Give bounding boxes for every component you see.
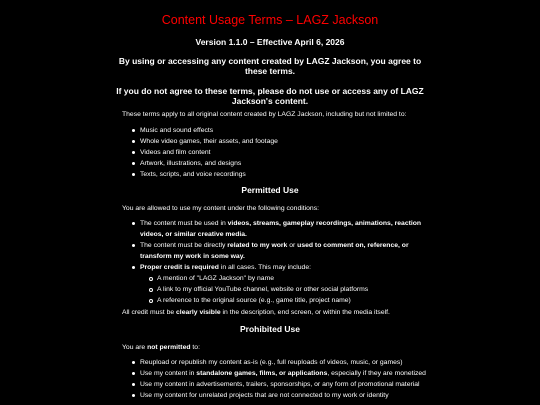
permitted-item-emphasis: Proper credit is required bbox=[140, 264, 219, 271]
list-item: Whole video games, their assets, and footage bbox=[131, 136, 427, 147]
list-item: Texts, scripts, and voice recordings bbox=[131, 169, 427, 180]
credit-visibility-note bbox=[122, 308, 422, 317]
list-item: A mention of "LAGZ Jackson" by name bbox=[148, 273, 427, 284]
page-title: Content Usage Terms – LAGZ Jackson bbox=[161, 13, 379, 27]
list-item: A link to my official YouTube channel, website or other social platforms bbox=[148, 284, 427, 295]
content-type-list bbox=[131, 125, 427, 180]
prohibited-heading: Prohibited Use bbox=[240, 324, 300, 334]
list-item: Reupload or republish my content as-is (e.g., full reuploads of videos, music, or games) bbox=[131, 357, 427, 368]
permitted-item-text: or bbox=[287, 242, 298, 249]
prohibited-list bbox=[131, 357, 427, 401]
permitted-item-emphasis: videos, streams, gameplay recordings, animations, reaction videos, or similar creative media. bbox=[140, 220, 422, 238]
prohibited-item-emphasis: standalone games, films, or applications bbox=[196, 370, 328, 377]
list-item: Use my content for unrelated projects that are not connected to my work or identity bbox=[131, 390, 427, 401]
permitted-item-text: in all cases. This may include: bbox=[218, 264, 312, 271]
list-item bbox=[131, 368, 427, 379]
scope-intro: These terms apply to all original content created by LAGZ Jackson, including but not limited to: bbox=[122, 111, 407, 118]
list-item: A reference to the original source (e.g., game title, project name) bbox=[148, 295, 427, 306]
intro-emphasis: not permitted bbox=[147, 344, 191, 351]
prohibited-item-text: Use my content in bbox=[140, 370, 197, 377]
permitted-intro: You are allowed to use my content under the following conditions: bbox=[122, 205, 319, 212]
credit-example-list bbox=[140, 273, 427, 306]
list-item: Music and sound effects bbox=[131, 125, 427, 136]
intro-text: You are bbox=[122, 344, 148, 351]
prohibited-intro bbox=[122, 343, 422, 352]
list-item bbox=[131, 262, 427, 306]
list-item: Videos and film content bbox=[131, 147, 427, 158]
intro-text: to: bbox=[190, 344, 200, 351]
agree-notice: By using or accessing any content created by LAGZ Jackson, you agree to these terms. bbox=[118, 56, 422, 76]
disagree-notice: If you do not agree to these terms, please do not use or access any of LAGZ Jackson's content. bbox=[116, 86, 424, 106]
permitted-list bbox=[131, 218, 427, 306]
list-item: Artwork, illustrations, and designs bbox=[131, 158, 427, 169]
permitted-item-emphasis: used to comment on, reference, or transform my work in some way. bbox=[140, 242, 409, 260]
permitted-heading: Permitted Use bbox=[241, 185, 299, 195]
permitted-item-text: The content must be directly bbox=[140, 242, 228, 249]
prohibited-item-text: , especially if they are monetized bbox=[327, 370, 426, 377]
note-emphasis: clearly visible bbox=[176, 309, 221, 316]
list-item bbox=[131, 240, 427, 262]
permitted-item-text: The content must be used in bbox=[140, 220, 228, 227]
note-text: in the description, end screen, or within the media itself. bbox=[220, 309, 390, 316]
list-item bbox=[131, 218, 427, 240]
version-line: Version 1.1.0 – Effective April 6, 2026 bbox=[195, 37, 345, 47]
permitted-item-emphasis: related to my work bbox=[227, 242, 288, 249]
list-item: Use my content in advertisements, trailers, sponsorships, or any form of promotional material bbox=[131, 379, 427, 390]
note-text: All credit must be bbox=[122, 309, 177, 316]
